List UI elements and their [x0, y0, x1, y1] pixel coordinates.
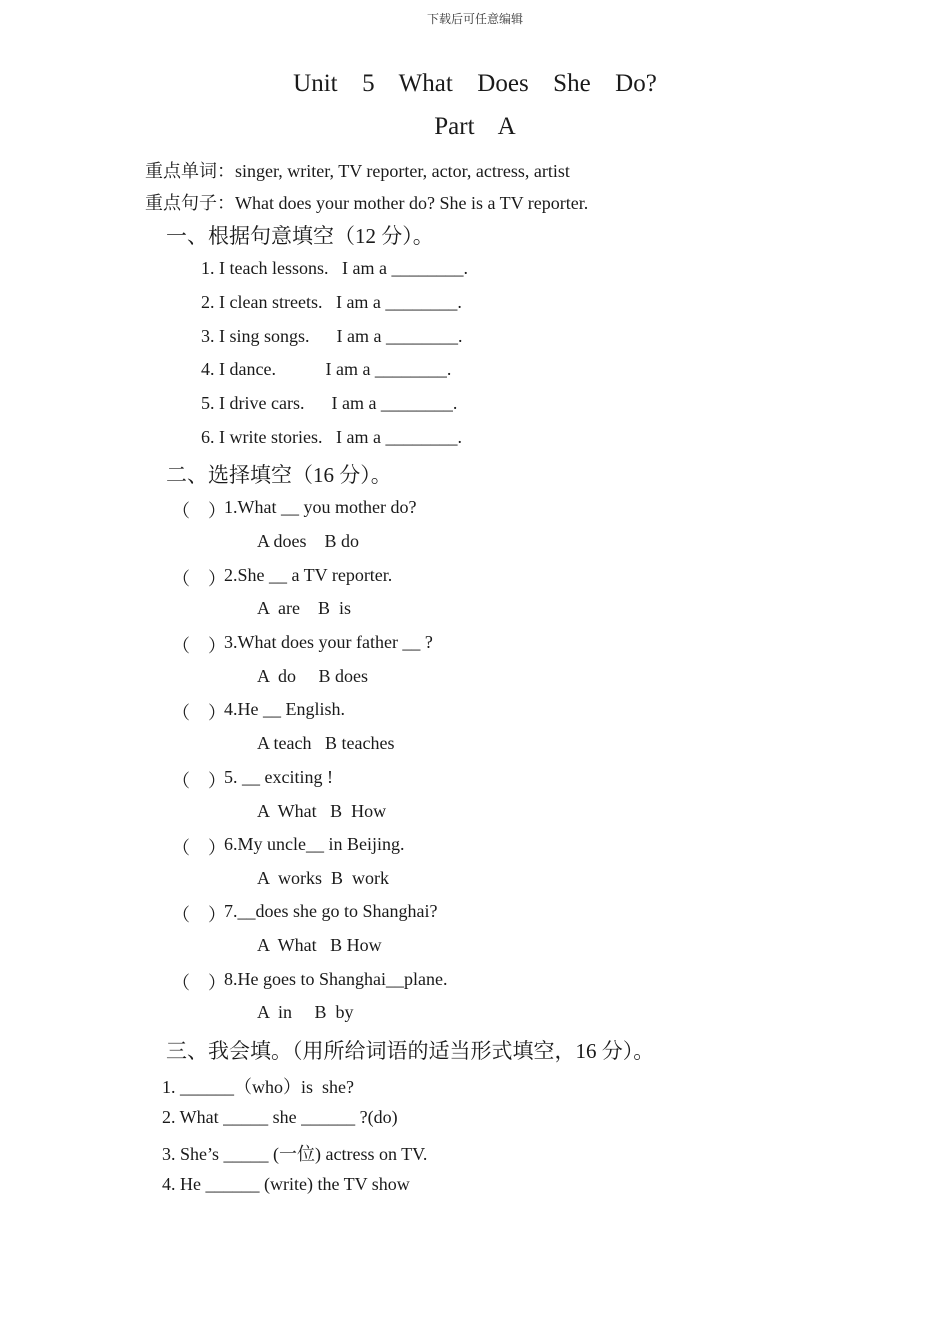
section2-question: 5. __ exciting !	[224, 767, 333, 787]
section3-item: 4. He ______ (write) the TV show	[162, 1174, 410, 1194]
section2-question: 1.What __ you mother do?	[224, 497, 417, 517]
section1-item: 2. I clean streets. I am a ________.	[201, 292, 462, 312]
header-note: 下载后可任意编辑	[426, 12, 523, 26]
section1-item: 4. I dance. I am a ________.	[201, 359, 452, 379]
page-title: Unit 5 What Does She Do?	[293, 70, 657, 97]
key-words: 重点单词：singer, writer, TV reporter, actor, actress, artist	[145, 161, 570, 181]
section2-options: A What B How	[257, 935, 382, 955]
section2-options: A in B by	[257, 1002, 354, 1022]
section2-options: A does B do	[257, 531, 360, 551]
answer-blank: （ ）	[172, 636, 226, 656]
section2-question: 4.He __ English.	[224, 699, 345, 719]
answer-blank: （ ）	[172, 569, 226, 589]
section3-item: 2. What _____ she ______ ?(do)	[162, 1107, 398, 1127]
section2-question: 6.My uncle__ in Beijing.	[224, 834, 405, 854]
section2-options: A teach B teaches	[257, 733, 395, 753]
section2-options: A do B does	[257, 666, 369, 686]
section3-item: 3. She’s _____ (一位) actress on TV.	[162, 1144, 428, 1164]
section1-item: 3. I sing songs. I am a ________.	[201, 326, 463, 346]
section2-question: 3.What does your father __ ?	[224, 632, 433, 652]
section2-question: 8.He goes to Shanghai__plane.	[224, 969, 448, 989]
page-subtitle: Part A	[434, 113, 516, 140]
section1-item: 5. I drive cars. I am a ________.	[201, 393, 458, 413]
key-sentences: 重点句子：What does your mother do? She is a TV reporter.	[145, 193, 589, 213]
section2-question: 2.She __ a TV reporter.	[224, 565, 393, 585]
section2-heading: 二、选择填空（16 分）。	[166, 463, 392, 487]
section3-heading: 三、我会填。（用所给词语的适当形式填空，16 分）。	[166, 1039, 655, 1063]
answer-blank: （ ）	[172, 501, 226, 521]
answer-blank: （ ）	[172, 905, 226, 925]
section2-options: A are B is	[257, 598, 351, 618]
answer-blank: （ ）	[172, 771, 226, 791]
answer-blank: （ ）	[172, 838, 226, 858]
section3-item: 1. ______（who）is she?	[162, 1077, 354, 1097]
section1-heading: 一、根据句意填空（12 分）。	[166, 224, 434, 248]
section2-question: 7.__does she go to Shanghai?	[224, 901, 438, 921]
section2-options: A works B work	[257, 868, 390, 888]
answer-blank: （ ）	[172, 703, 226, 723]
answer-blank: （ ）	[172, 973, 226, 993]
section1-item: 6. I write stories. I am a ________.	[201, 427, 462, 447]
section2-options: A What B How	[257, 801, 387, 821]
section1-item: 1. I teach lessons. I am a ________.	[201, 258, 468, 278]
